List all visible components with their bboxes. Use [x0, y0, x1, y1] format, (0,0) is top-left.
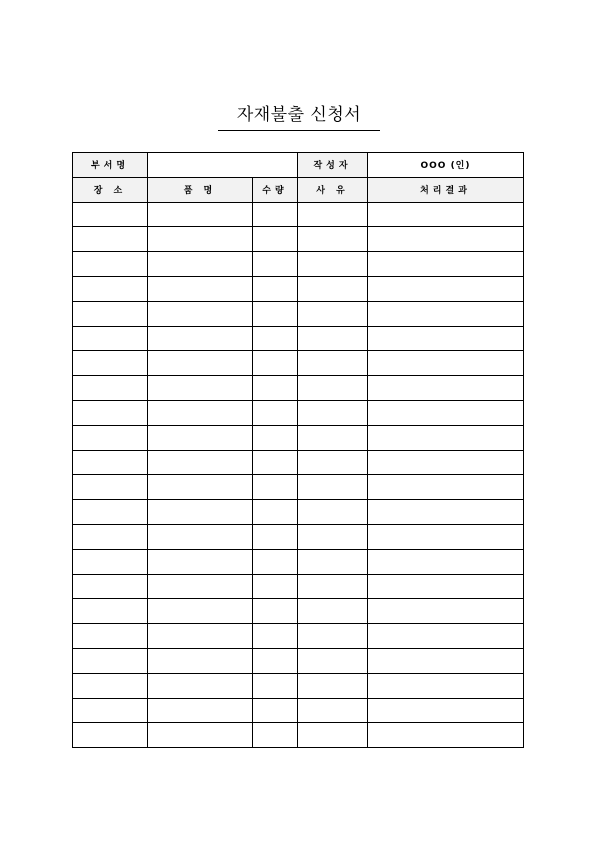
item-name-cell[interactable] — [148, 326, 253, 351]
table-row — [73, 723, 524, 748]
location-cell[interactable] — [73, 450, 148, 475]
table-row — [73, 524, 524, 549]
table-row — [73, 351, 524, 376]
result-cell[interactable] — [368, 376, 524, 401]
item-name-cell[interactable] — [148, 549, 253, 574]
result-cell[interactable] — [368, 301, 524, 326]
location-cell[interactable] — [73, 376, 148, 401]
result-cell[interactable] — [368, 326, 524, 351]
quantity-cell[interactable] — [253, 276, 298, 301]
reason-cell[interactable] — [298, 475, 368, 500]
result-cell[interactable] — [368, 648, 524, 673]
quantity-cell[interactable] — [253, 376, 298, 401]
quantity-cell[interactable] — [253, 524, 298, 549]
table-row — [73, 698, 524, 723]
location-cell[interactable] — [73, 252, 148, 277]
item-name-cell[interactable] — [148, 351, 253, 376]
item-name-cell[interactable] — [148, 723, 253, 748]
location-cell[interactable] — [73, 698, 148, 723]
location-cell[interactable] — [73, 549, 148, 574]
quantity-cell[interactable] — [253, 673, 298, 698]
quantity-cell[interactable] — [253, 698, 298, 723]
item-name-cell[interactable] — [148, 400, 253, 425]
result-cell[interactable] — [368, 400, 524, 425]
result-cell[interactable] — [368, 524, 524, 549]
location-cell[interactable] — [73, 648, 148, 673]
reason-cell[interactable] — [298, 574, 368, 599]
result-cell[interactable] — [368, 574, 524, 599]
item-name-cell[interactable] — [148, 425, 253, 450]
location-cell[interactable] — [73, 351, 148, 376]
location-cell[interactable] — [73, 301, 148, 326]
quantity-cell[interactable] — [253, 450, 298, 475]
item-name-cell[interactable] — [148, 698, 253, 723]
quantity-cell[interactable] — [253, 252, 298, 277]
location-cell[interactable] — [73, 202, 148, 227]
table-row — [73, 202, 524, 227]
table-row — [73, 276, 524, 301]
reason-cell[interactable] — [298, 624, 368, 649]
info-row — [73, 153, 524, 178]
title-block — [218, 103, 380, 131]
table-row — [73, 252, 524, 277]
reason-cell[interactable] — [298, 698, 368, 723]
result-cell[interactable] — [368, 252, 524, 277]
reason-cell[interactable] — [298, 723, 368, 748]
reason-cell[interactable] — [298, 276, 368, 301]
reason-cell[interactable] — [298, 376, 368, 401]
result-cell[interactable] — [368, 202, 524, 227]
table-row — [73, 549, 524, 574]
location-cell[interactable] — [73, 276, 148, 301]
result-cell[interactable] — [368, 500, 524, 525]
result-cell[interactable] — [368, 351, 524, 376]
item-name-cell[interactable] — [148, 574, 253, 599]
item-name-cell[interactable] — [148, 524, 253, 549]
reason-cell[interactable] — [298, 549, 368, 574]
item-name-cell[interactable] — [148, 276, 253, 301]
reason-cell[interactable] — [298, 599, 368, 624]
result-cell[interactable] — [368, 723, 524, 748]
reason-cell[interactable] — [298, 227, 368, 252]
table-row — [73, 425, 524, 450]
quantity-cell[interactable] — [253, 202, 298, 227]
reason-cell[interactable] — [298, 450, 368, 475]
table-row — [73, 376, 524, 401]
reason-cell[interactable] — [298, 425, 368, 450]
item-name-cell[interactable] — [148, 376, 253, 401]
table-row — [73, 599, 524, 624]
quantity-cell[interactable] — [253, 475, 298, 500]
result-cell[interactable] — [368, 450, 524, 475]
location-cell[interactable] — [73, 624, 148, 649]
quantity-cell[interactable] — [253, 599, 298, 624]
reason-cell[interactable] — [298, 351, 368, 376]
quantity-cell[interactable] — [253, 400, 298, 425]
item-name-cell[interactable] — [148, 252, 253, 277]
reason-cell[interactable] — [298, 648, 368, 673]
quantity-cell[interactable] — [253, 723, 298, 748]
dept-field[interactable] — [148, 153, 298, 178]
quantity-cell[interactable] — [253, 500, 298, 525]
reason-cell[interactable] — [298, 524, 368, 549]
column-header-location: 장 소 — [73, 177, 148, 202]
quantity-cell[interactable] — [253, 648, 298, 673]
result-cell[interactable] — [368, 425, 524, 450]
quantity-cell[interactable] — [253, 227, 298, 252]
location-cell[interactable] — [73, 425, 148, 450]
quantity-cell[interactable] — [253, 326, 298, 351]
item-name-cell[interactable] — [148, 227, 253, 252]
column-header-row — [73, 177, 524, 202]
result-cell[interactable] — [368, 698, 524, 723]
quantity-cell[interactable] — [253, 351, 298, 376]
table-row — [73, 450, 524, 475]
location-cell[interactable] — [73, 574, 148, 599]
table-row — [73, 673, 524, 698]
location-cell[interactable] — [73, 673, 148, 698]
quantity-cell[interactable] — [253, 624, 298, 649]
item-name-cell[interactable] — [148, 673, 253, 698]
reason-cell[interactable] — [298, 400, 368, 425]
reason-cell[interactable] — [298, 326, 368, 351]
table-row — [73, 227, 524, 252]
location-cell[interactable] — [73, 326, 148, 351]
table-row — [73, 500, 524, 525]
table-row — [73, 326, 524, 351]
location-cell[interactable] — [73, 227, 148, 252]
column-header-reason: 사 유 — [298, 177, 368, 202]
quantity-cell[interactable] — [253, 574, 298, 599]
location-cell[interactable] — [73, 599, 148, 624]
document-title: 자재불출 신청서 — [236, 105, 362, 125]
quantity-cell[interactable] — [253, 549, 298, 574]
table-row — [73, 475, 524, 500]
dept-label: 부서명 — [73, 153, 148, 178]
table-row — [73, 301, 524, 326]
item-name-cell[interactable] — [148, 599, 253, 624]
table-row — [73, 400, 524, 425]
reason-cell[interactable] — [298, 252, 368, 277]
item-name-cell[interactable] — [148, 648, 253, 673]
quantity-cell[interactable] — [253, 301, 298, 326]
item-name-cell[interactable] — [148, 624, 253, 649]
request-form-table — [72, 152, 524, 748]
author-label: 작성자 — [298, 153, 368, 178]
table-row — [73, 574, 524, 599]
table-row — [73, 648, 524, 673]
item-name-cell[interactable] — [148, 500, 253, 525]
author-field[interactable]: OOO (인) — [368, 153, 524, 178]
column-header-item-name: 품 명 — [148, 177, 253, 202]
item-name-cell[interactable] — [148, 202, 253, 227]
result-cell[interactable] — [368, 624, 524, 649]
result-cell[interactable] — [368, 599, 524, 624]
location-cell[interactable] — [73, 475, 148, 500]
item-name-cell[interactable] — [148, 301, 253, 326]
quantity-cell[interactable] — [253, 425, 298, 450]
column-header-quantity: 수량 — [253, 177, 298, 202]
item-name-cell[interactable] — [148, 475, 253, 500]
result-cell[interactable] — [368, 549, 524, 574]
location-cell[interactable] — [73, 723, 148, 748]
result-cell[interactable] — [368, 475, 524, 500]
result-cell[interactable] — [368, 227, 524, 252]
table-row — [73, 624, 524, 649]
item-name-cell[interactable] — [148, 450, 253, 475]
reason-cell[interactable] — [298, 500, 368, 525]
column-header-result: 처리결과 — [368, 177, 524, 202]
location-cell[interactable] — [73, 500, 148, 525]
reason-cell[interactable] — [298, 301, 368, 326]
location-cell[interactable] — [73, 524, 148, 549]
reason-cell[interactable] — [298, 202, 368, 227]
result-cell[interactable] — [368, 276, 524, 301]
reason-cell[interactable] — [298, 673, 368, 698]
result-cell[interactable] — [368, 673, 524, 698]
location-cell[interactable] — [73, 400, 148, 425]
